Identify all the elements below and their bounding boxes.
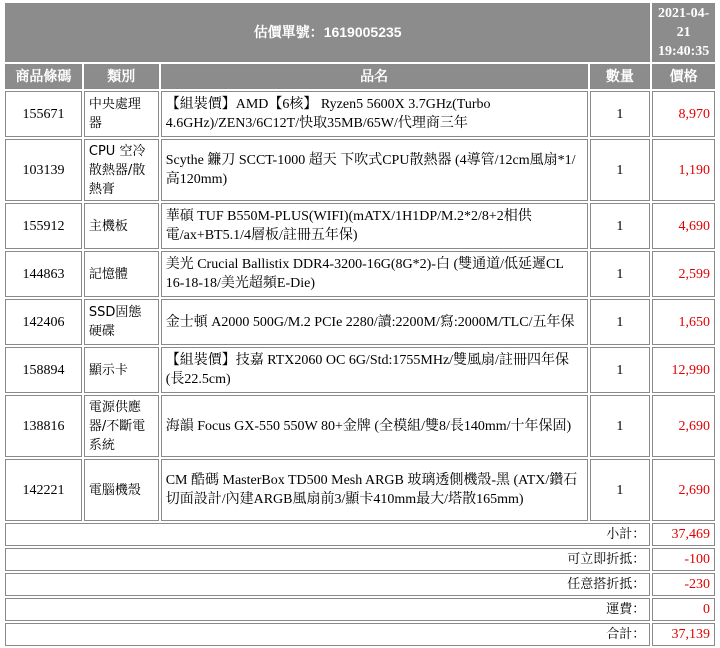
combo-discount-label: 任意搭折抵： — [5, 573, 650, 596]
total-value: 37,139 — [652, 623, 715, 646]
item-category: 電腦機殼 — [84, 459, 159, 521]
shipping-row — [5, 598, 715, 621]
table-row — [5, 139, 715, 201]
table-row — [5, 395, 715, 457]
item-code: 155671 — [5, 91, 82, 137]
item-price: 8,970 — [652, 91, 715, 137]
column-header-row — [5, 64, 715, 89]
item-category: 電源供應器/不斷電系統 — [84, 395, 159, 457]
item-name: CM 酷碼 MasterBox TD500 Mesh ARGB 玻璃透側機殼-黑 (ATX/鑽石切面設計/內建ARGB風扇前3/顯卡410mm最大/塔散165mm) — [161, 459, 588, 521]
quote-number: 1619005235 — [323, 24, 402, 40]
subtotal-row — [5, 523, 715, 546]
quote-table — [3, 1, 717, 648]
item-name: Scythe 鐮刀 SCCT-1000 超天 下吹式CPU散熱器 (4導管/12cm風扇*1/高120mm) — [161, 139, 588, 201]
table-row — [5, 347, 715, 393]
item-category: 中央處理器 — [84, 91, 159, 137]
item-qty: 1 — [590, 347, 651, 393]
item-name: 華碩 TUF B550M-PLUS(WIFI)(mATX/1H1DP/M.2*2/8+2相供電/ax+BT5.1/4層板/註冊五年保) — [161, 203, 588, 249]
item-qty: 1 — [590, 395, 651, 457]
item-price: 1,650 — [652, 299, 715, 345]
item-qty: 1 — [590, 251, 651, 297]
item-name: 美光 Crucial Ballistix DDR4-3200-16G(8G*2)-白 (雙通道/低延遲CL 16-18-18/美光超頻E-Die) — [161, 251, 588, 297]
item-price: 2,690 — [652, 395, 715, 457]
quote-time: 19:40:35 — [657, 44, 710, 59]
table-row — [5, 251, 715, 297]
item-qty: 1 — [590, 299, 651, 345]
total-row — [5, 623, 715, 646]
subtotal-label: 小計： — [5, 523, 650, 546]
subtotal-value: 37,469 — [652, 523, 715, 546]
table-row — [5, 91, 715, 137]
item-code: 142406 — [5, 299, 82, 345]
table-row — [5, 299, 715, 345]
item-price: 1,190 — [652, 139, 715, 201]
item-category: 主機板 — [84, 203, 159, 249]
item-name: 海韻 Focus GX-550 550W 80+金牌 (全模組/雙8/長140mm/十年保固) — [161, 395, 588, 457]
item-code: 138816 — [5, 395, 82, 457]
instant-discount-row — [5, 548, 715, 571]
item-code: 144863 — [5, 251, 82, 297]
total-label: 合計： — [5, 623, 650, 646]
col-header-code: 商品條碼 — [5, 64, 82, 89]
item-code: 155912 — [5, 203, 82, 249]
quote-title-label: 估價單號： — [253, 24, 324, 40]
quote-date: 2021-04-21 — [657, 6, 710, 40]
item-price: 12,990 — [652, 347, 715, 393]
combo-discount-value: -230 — [652, 573, 715, 596]
item-category: SSD固態硬碟 — [84, 299, 159, 345]
item-category: 記憶體 — [84, 251, 159, 297]
item-price: 4,690 — [652, 203, 715, 249]
item-price: 2,599 — [652, 251, 715, 297]
item-qty: 1 — [590, 139, 651, 201]
item-code: 142221 — [5, 459, 82, 521]
item-qty: 1 — [590, 459, 651, 521]
col-header-qty: 數量 — [590, 64, 651, 89]
table-row — [5, 459, 715, 521]
table-row — [5, 203, 715, 249]
item-category: CPU 空冷散熱器/散熱膏 — [84, 139, 159, 201]
item-name: 金士頓 A2000 500G/M.2 PCIe 2280/讀:2200M/寫:2000M/TLC/五年保 — [161, 299, 588, 345]
item-code: 103139 — [5, 139, 82, 201]
item-price: 2,690 — [652, 459, 715, 521]
item-qty: 1 — [590, 203, 651, 249]
item-qty: 1 — [590, 91, 651, 137]
item-code: 158894 — [5, 347, 82, 393]
col-header-name: 品名 — [161, 64, 588, 89]
quote-title — [5, 3, 650, 62]
instant-discount-value: -100 — [652, 548, 715, 571]
shipping-value: 0 — [652, 598, 715, 621]
title-row — [5, 3, 715, 62]
combo-discount-row — [5, 573, 715, 596]
quote-datetime — [652, 3, 715, 62]
quote-sheet — [3, 1, 717, 648]
instant-discount-label: 可立即折抵： — [5, 548, 650, 571]
item-category: 顯示卡 — [84, 347, 159, 393]
item-name: 【組裝價】AMD【6核】 Ryzen5 5600X 3.7GHz(Turbo 4.6GHz)/ZEN3/6C12T/快取35MB/65W/代理商三年 — [161, 91, 588, 137]
item-name: 【組裝價】技嘉 RTX2060 OC 6G/Std:1755MHz/雙風扇/註冊四年保(長22.5cm) — [161, 347, 588, 393]
col-header-category: 類別 — [84, 64, 159, 89]
col-header-price: 價格 — [652, 64, 715, 89]
shipping-label: 運費： — [5, 598, 650, 621]
